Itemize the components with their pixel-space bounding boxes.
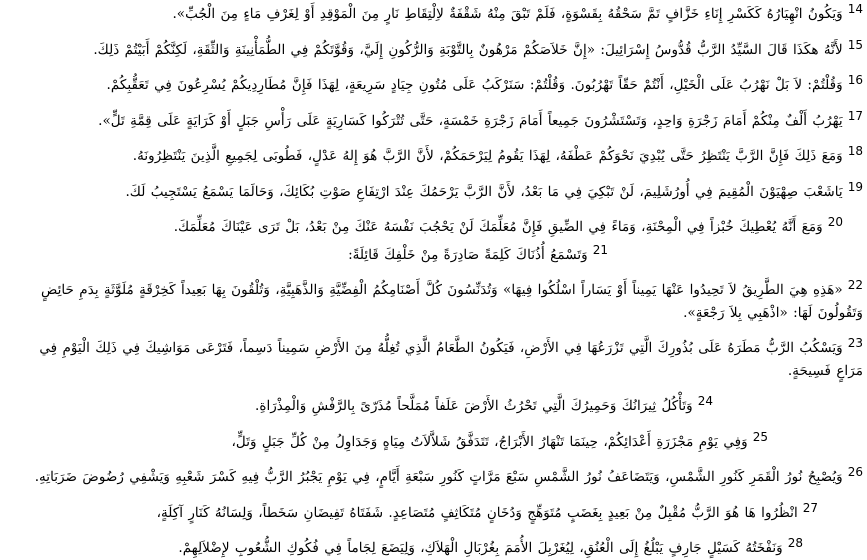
verse-15	[8, 34, 863, 62]
verse-number: 28	[787, 536, 803, 550]
verse-28	[8, 532, 863, 560]
verse-text: وَتَسْمَعُ أُذُنَاكَ كَلِمَةً صَادِرَةً مِنْ خَلْفِكَ قَائِلَةً:	[348, 246, 588, 263]
verse-22	[8, 274, 863, 324]
verse-number: 25	[752, 429, 768, 444]
verse-text: وَمَعَ ذَلِكَ فَإِنَّ الرَّبَّ يَنْتَظِرُ حَتَّى يُبْدِيَ نَحْوَكُمْ عَطْفَهُ، لِهَذَا يَقُومُ لِيَرْحَمَكُمْ، لأَنَّ الرَّبَّ هُوَ إِلهُ عَدْلٍ، فَطُوبَى لِجَمِيعِ الَّذِينَ يَنْتَظِرُونَهُ.	[132, 148, 843, 164]
verse-26	[8, 461, 863, 489]
verse-20	[8, 211, 863, 239]
verse-text: وَيُصْبِحُ نُورُ الْقَمَرِ كَنُورِ الشَّمْسِ، وَيَتَضَاعَفُ نُورُ الشَّمْسِ سَبْعَ مَرَّاتٍ كَنُورِ سَبْعَةِ أَيَّامٍ، فِي يَوْمِ يَجْبُرُ الرَّبُّ فِيهِ كَسْرَ شَعْبِهِ وَيَشْفِي رُضُوضَ ضَرَبَاتِهِ.	[34, 469, 843, 485]
verse-23	[8, 332, 863, 382]
verse-number: 14	[847, 2, 863, 16]
verse-19	[8, 176, 863, 204]
verse-text: وَيَكُونُ انْهِيَارُهُ كَكَسْرِ إِنَاءِ خَزَّافٍ تَمَّ سَحْقُهُ بِقَسْوَةٍ، فَلَمْ تَبْقَ مِنْهُ شَقْفَةٌ لاِلْتِقَاطِ نَارٍ مِنَ الْمَوْقِدِ أَوْ لِغَرْفِ مَاءٍ مِنَ الْجُبِّ».	[172, 6, 843, 22]
verse-number: 23	[847, 336, 863, 350]
verse-text: انْظُرُوا هَا هُوَ الرَّبُّ مُقْبِلٌ مِنْ بَعِيدٍ بِغَضَبٍ مُتَوَهِّجٍ وَدُخَانٍ مُتَكَاثِفٍ مُتَصَاعِدٍ. شَفَتَاهُ تَفِيضَانِ سَخَطاً، وَلِسَانُهُ كَنَارٍ آكِلَةٍ،	[156, 504, 798, 521]
verse-number: 15	[847, 37, 863, 52]
verse-text: «هَذِهِ هِيَ الطَّرِيقُ لاَ تَحِيدُوا عَنْهَا يَمِيناً أَوْ يَسَاراً اسْلُكُوا فِيهَا» وَتُدَنِّسُونَ كُلَّ أَصْنَامِكُمُ الْفِضِّيَّةِ وَالذَّهَبِيَّةِ، وَتُلْقُونَ بِهَا بَعِيداً كَخِرْقَةٍ مُلَوَّثَةٍ بِدَمِ حَائِضٍ وَتَقُولُونَ لَهَا: «اذْهَبِي بِلاَ رَجْعَةٍ».	[40, 282, 863, 321]
verse-text: وَفِي يَوْمِ مَجْزَرَةِ أَعْدَائِكُمْ، حِينَمَا تَنْهَارُ الأَبْرَاجُ، تَتَدَفَّقُ شَلاَّلاَتُ مِيَاهٍ وَجَدَاوِلُ مِنْ كُلِّ جَبَلٍ وَتَلٍّ،	[231, 433, 748, 450]
verse-number: 24	[697, 394, 713, 408]
verse-number: 18	[847, 144, 863, 158]
verse-number: 21	[592, 242, 608, 257]
verse-text: يَهْرُبُ أَلْفٌ مِنْكُمْ أَمَامَ زَجْرَةِ وَاحِدٍ، وَتَسْتَشْرُونَ جَمِيعاً أَمَامَ زَجْرَةِ خَمْسَةٍ، حَتَّى تُتْرَكُوا كَسَارِيَةٍ عَلَى رَأْسِ جَبَلٍ أَوْ كَرَايَةٍ عَلَى قِمَّةِ تَلٍّ».	[98, 112, 843, 129]
verse-25	[8, 426, 863, 454]
verse-24	[8, 390, 863, 418]
verse-16	[8, 69, 863, 97]
verse-18	[8, 140, 863, 168]
verse-number: 26	[847, 465, 863, 479]
verse-17	[8, 105, 863, 133]
verse-14	[8, 0, 863, 26]
verse-text: وَنَفْخَتُهُ كَسَيْلٍ جَارِفٍ يَبْلُغُ إِلَى الْعُنُقِ، لِيُغَرْبِلَ الأُمَمَ بِغُرْبَالِ الْهَلاَكِ، وَلِيَضَعَ لِجَاماً فِي فُكُوكِ الشُّعُوبِ لإِضْلاَلِهِمْ.	[178, 540, 783, 556]
verse-text: وَيَسْكُبُ الرَّبُّ مَطَرَهُ عَلَى بُذُورِكَ الَّتِي تَزْرَعُهَا فِي الأَرْضِ، فَيَكُونُ الطَّعَامُ الَّذِي تُغِلُّهُ مِنَ الأَرْضِ سَمِيناً دَسِماً، فَتَرْعَى مَوَاشِيكَ فِي ذَلِكَ الْيَوْمِ فِي مَرَاعٍ فَسِيحَةٍ.	[39, 340, 863, 379]
verse-text: وَمَعَ أَنَّهُ يُعْطِيكَ خُبْزاً فِي الْمِحْنَةِ، وَمَاءً فِي الضِّيقِ فَإِنَّ مُعَلِّمَكَ لَنْ يَحْجُبَ نَفْسَهُ عَنْكَ مِنْ بَعْدُ، بَلْ تَرَى عَيْنَاكَ مُعَلِّمَكَ.	[173, 219, 823, 235]
verse-number: 20	[827, 215, 843, 229]
verse-text: لأَنَّهُ هكَذَا قَالَ السَّيِّدُ الرَّبُّ قُدُّوسُ إِسْرَائِيلَ: «إِنَّ خَلاَصَكُمْ مَرْهُونٌ بِالتَّوْبَةِ وَالرُّكُونِ إِلَيَّ، وَقُوَّتَكُمْ فِي الطُّمَأْنِينَةِ وَالثِّقَةِ، لَكِنَّكُمْ أَبَيْتُمْ ذَلِكَ.	[93, 41, 843, 58]
verse-21	[8, 239, 863, 267]
verse-number: 27	[802, 500, 818, 515]
verse-text: يَاشَعْبَ صِهْيَوْنَ الْمُقِيمَ فِي أُورُشَلِيمَ، لَنْ تَبْكِيَ فِي مَا بَعْدُ، لأَنَّ الرَّبَّ يَرْحَمُكَ عِنْدَ ارْتِفَاعِ صَوْتِ بُكَائِكَ، وَحَالَمَا يَسْمَعُ يَسْتَجِيبُ لَكَ.	[125, 183, 843, 200]
verse-text: وَتَأْكُلُ ثِيرَانُكَ وَحَمِيرُكَ الَّتِي تَحْرُثُ الأَرْضَ عَلَفاً مُمَلَّحاً مُذَرّىً بِالرَّفْشِ وَالْمِذْرَاةِ.	[255, 398, 693, 414]
verse-number: 19	[847, 179, 863, 194]
scripture-passage	[8, 0, 863, 556]
verse-number: 16	[847, 73, 863, 87]
verse-27	[8, 497, 863, 525]
verse-number: 17	[847, 108, 863, 123]
verse-number: 22	[847, 278, 863, 292]
verse-text: وَقُلْتُمْ: لاَ بَلْ نَهْرُبُ عَلَى الْخَيْلِ، أَنْتُمْ حَقّاً تَهْرُبُونَ. وَقُلْتُمْ: سَنَرْكَبُ عَلَى مُتُونِ جِيَادٍ سَرِيعَةٍ، لِهَذَا فَإِنَّ مُطَارِدِيكُمْ يُسْرِعُونَ فِي تَعَقُّبِكُمْ.	[106, 77, 843, 93]
